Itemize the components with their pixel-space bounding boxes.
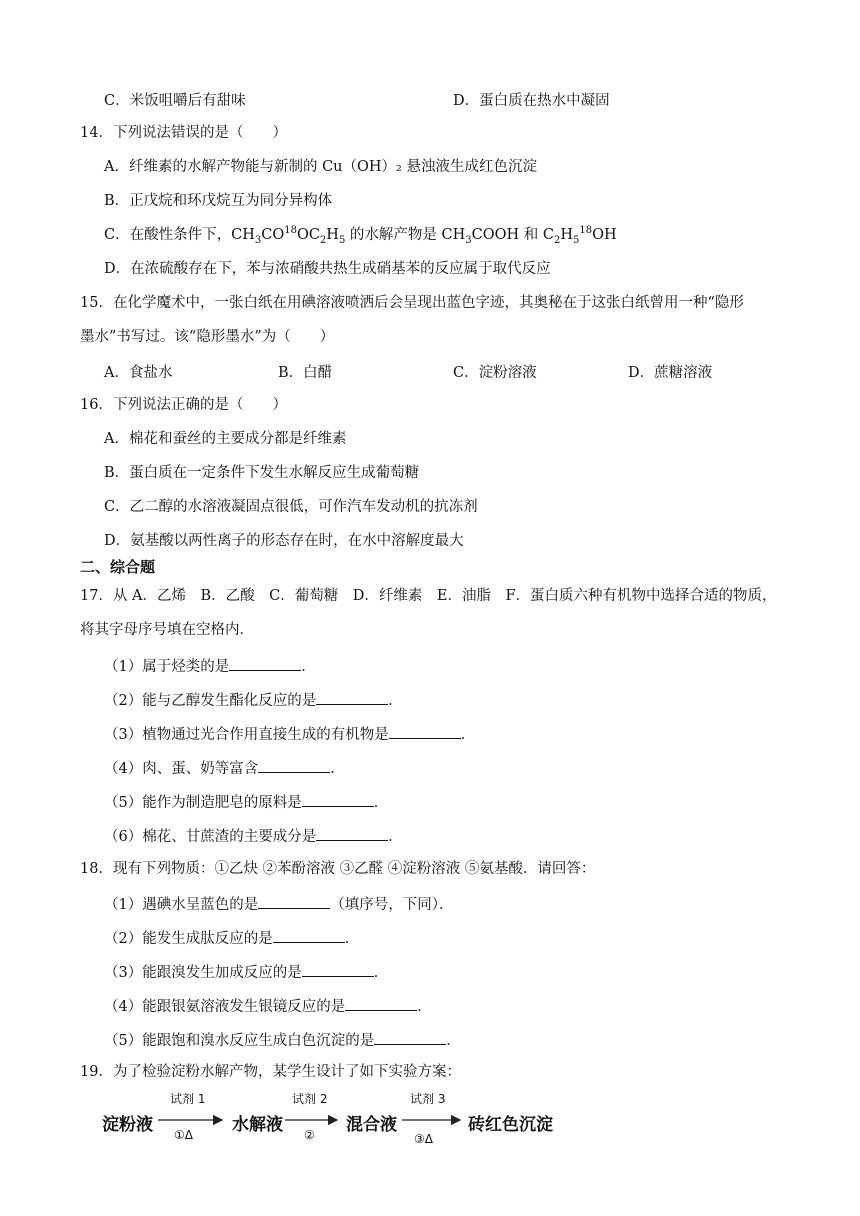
q14-option-b: B．正戊烷和环戊烷互为同分异构体 <box>104 193 333 209</box>
q14-stem: 14．下列说法错误的是（ ） <box>80 125 287 141</box>
node-starch-solution: 淀粉液 <box>102 1115 153 1135</box>
q15-option-c: C．淀粉溶液 <box>453 365 537 381</box>
q16-stem: 16．下列说法正确的是（ ） <box>80 397 287 413</box>
node-hydrolysate: 水解液 <box>232 1115 283 1135</box>
q17-item-4: （4）肉、蛋、奶等富含 ． <box>104 757 345 779</box>
q14-option-a: A．纤维素的水解产物能与新制的 Cu（OH）₂ 悬浊液生成红色沉淀 <box>104 159 537 175</box>
q15-option-d: D．蔗糖溶液 <box>628 365 713 381</box>
q15-option-b: B．白醋 <box>278 365 333 381</box>
condition-2-label: ② <box>304 1128 315 1142</box>
answer-blank[interactable] <box>316 825 388 841</box>
q17-item-2: （2）能与乙醇发生酯化反应的是 ． <box>104 689 403 711</box>
node-brick-red-precipitate: 砖红色沉淀 <box>468 1115 553 1135</box>
condition-1-label: ①Δ <box>174 1128 193 1142</box>
q16-option-b: B．蛋白质在一定条件下发生水解反应生成葡萄糖 <box>104 465 420 481</box>
reagent-1-label: 试剂 1 <box>170 1092 206 1106</box>
answer-blank[interactable] <box>389 723 461 739</box>
reagent-3-label: 试剂 3 <box>410 1092 446 1106</box>
condition-3-label: ③Δ <box>414 1132 433 1146</box>
reagent-2-label: 试剂 2 <box>292 1092 328 1106</box>
q16-option-a: A．棉花和蚕丝的主要成分都是纤维素 <box>104 431 347 447</box>
q13-option-d: D．蛋白质在热水中凝固 <box>453 93 610 109</box>
q15-stem-line1: 15．在化学魔术中，一张白纸在用碘溶液喷洒后会呈现出蓝色字迹，其奥秘在于这张白纸曾用一种“隐形 <box>80 295 744 311</box>
q18-stem: 18．现有下列物质：①乙炔 ②苯酚溶液 ③乙醛 ④淀粉溶液 ⑤氨基酸．请回答： <box>80 861 596 877</box>
q18-item-5: （5）能跟饱和溴水反应生成白色沉淀的是 ． <box>104 1029 461 1051</box>
q17-item-6: （6）棉花、甘蔗渣的主要成分是 ． <box>104 825 403 847</box>
q17-item-1: （1）属于烃类的是 ． <box>104 655 316 677</box>
answer-blank[interactable] <box>302 791 374 807</box>
section-heading: 二、综合题 <box>80 558 156 576</box>
answer-blank[interactable] <box>302 961 374 977</box>
q17-stem-line2: 将其字母序号填在空格内． <box>80 622 254 638</box>
answer-blank[interactable] <box>316 689 388 705</box>
q18-item-1: （1）遇碘水呈蓝色的是 （填序号，下同）． <box>104 893 453 915</box>
node-mixture: 混合液 <box>346 1115 397 1135</box>
q17-item-5: （5）能作为制造肥皂的原料是 ． <box>104 791 388 813</box>
answer-blank[interactable] <box>258 757 330 773</box>
answer-blank[interactable] <box>345 995 417 1011</box>
q17-stem-line1: 17．从 A．乙烯 B．乙酸 C．葡萄糖 D．纤维素 E．油脂 F．蛋白质六种有机物中选择合适的物质， <box>80 588 777 604</box>
q15-stem-line2: 墨水”书写过。该“隐形墨水”为（ ） <box>80 329 335 345</box>
q18-item-2: （2）能发生成肽反应的是 ． <box>104 927 359 949</box>
answer-blank[interactable] <box>258 893 330 909</box>
answer-blank[interactable] <box>229 655 301 671</box>
q15-option-a: A．食盐水 <box>104 365 173 381</box>
q14-option-d: D．在浓硫酸存在下，苯与浓硝酸共热生成硝基苯的反应属于取代反应 <box>104 261 551 277</box>
q16-option-d: D．氨基酸以两性离子的形态存在时，在水中溶解度最大 <box>104 533 464 549</box>
q18-item-4: （4）能跟银氨溶液发生银镜反应的是 ． <box>104 995 432 1017</box>
q19-stem: 19．为了检验淀粉水解产物，某学生设计了如下实验方案： <box>80 1064 461 1080</box>
answer-blank[interactable] <box>273 927 345 943</box>
q13-option-c: C．米饭咀嚼后有甜味 <box>104 93 246 109</box>
experiment-flow-diagram <box>100 1086 560 1156</box>
q17-item-3: （3）植物通过光合作用直接生成的有机物是 ． <box>104 723 475 745</box>
q16-option-c: C．乙二醇的水溶液凝固点很低，可作汽车发动机的抗冻剂 <box>104 499 478 515</box>
answer-blank[interactable] <box>374 1029 446 1045</box>
q18-item-3: （3）能跟溴发生加成反应的是 ． <box>104 961 388 983</box>
q14-option-c: C．在酸性条件下，$CH_3CO^{18}OC_2H_5$ 的水解产物是 $CH_3COOH$ 和 $C_2H_5^{18}OH$ <box>104 225 617 246</box>
